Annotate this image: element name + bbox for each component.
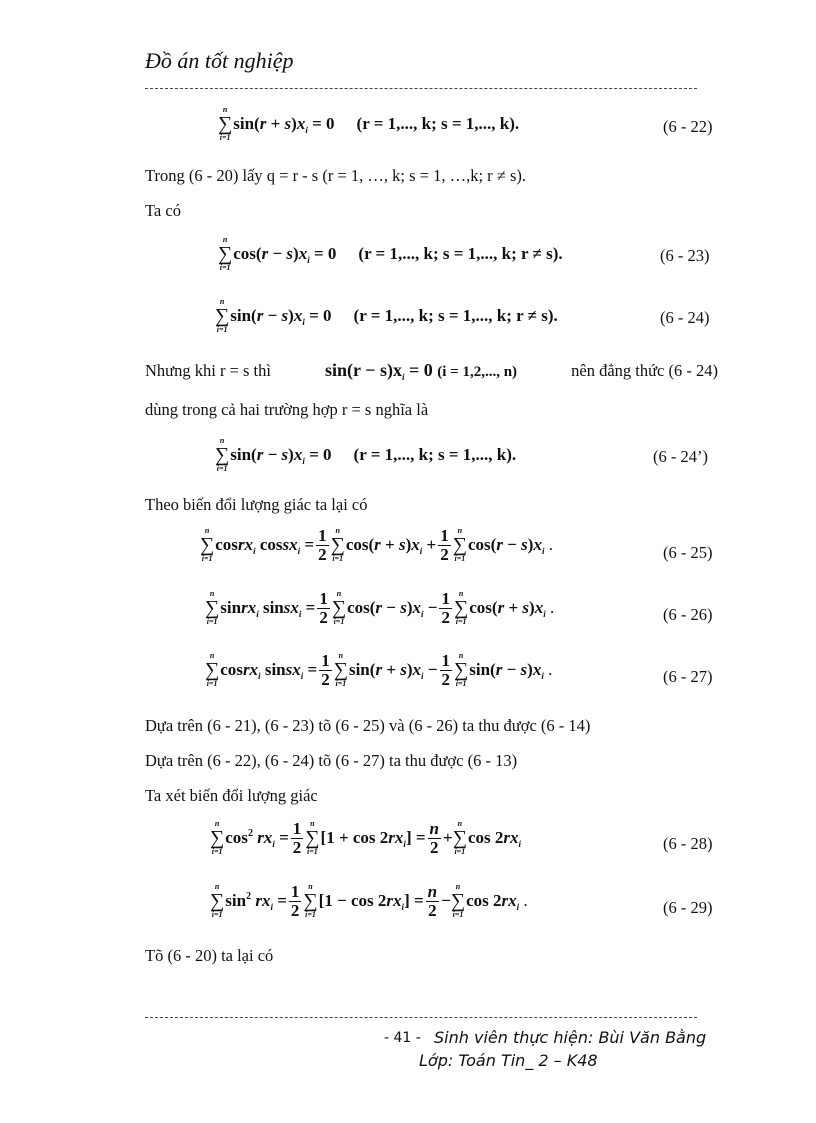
equation-6-28: n ∑ i=1 $\cos^2 rx_i$ = $\frac{1}{2}$ n ∑ i=1 $[1 + \cos 2rx_i]$ = $\frac{n}{2}$ + n ∑ i=1 $\cos 2rx_i$ — [210, 819, 522, 857]
equation-number-6-23: (6 - 23) — [660, 246, 710, 265]
sum-symbol: n ∑ i=1 — [218, 105, 233, 142]
paragraph-text: nên đẳng thức (6 - 24) — [571, 361, 718, 380]
equation-number-6-28: (6 - 28) — [663, 834, 713, 853]
paragraph-text: Trong (6 - 20) lấy q = r - s (r = 1, …, k; s = 1, …,k; r ≠ s). — [145, 166, 527, 185]
paragraph-text: Nhưng khi r = s thì — [145, 361, 271, 380]
paragraph-text: Theo biến đổi lượng giác ta lại có — [145, 495, 368, 514]
sum-symbol: n ∑ i=1 — [330, 526, 345, 564]
sum-symbol: n ∑ i=1 — [452, 819, 467, 857]
equation-6-22: n ∑ i=1 $\sin(r + s)x_i = 0$ (r = 1,..., k; s = 1,..., k) . — [218, 105, 520, 142]
equation-6-23: n ∑ i=1 $\cos(r - s)x_i = 0$ (r = 1,..., k; s = 1,..., k; r ≠ s) . — [218, 235, 563, 272]
sum-symbol: n ∑ i=1 — [303, 882, 318, 920]
equation-condition: (r = 1,..., k; s = 1,..., k) — [353, 445, 512, 464]
sum-symbol: n ∑ i=1 — [450, 882, 466, 920]
equation-6-26: n ∑ i=1 sinrx$_i$ sinsx$_i$ = $\frac{1}{2}$ n ∑ i=1 $\cos(r - s)x_i$ − $\frac{1}{2}$ n ∑ i=1 $\cos(r + s)x_i$ . — [205, 589, 555, 627]
sum-symbol: n ∑ i=1 — [333, 651, 348, 689]
sum-symbol: n ∑ i=1 — [218, 235, 233, 272]
paragraph-text: Ta có — [145, 201, 181, 220]
equation-condition: (r = 1,..., k; s = 1,..., k) — [356, 114, 515, 133]
footer-divider — [145, 1017, 697, 1018]
equation-number-6-24: (6 - 24) — [660, 308, 710, 327]
equation-6-24: n ∑ i=1 $\sin(r - s)x_i = 0$ (r = 1,..., k; s = 1,..., k; r ≠ s) . — [215, 297, 558, 334]
sum-symbol: n ∑ i=1 — [200, 526, 215, 564]
page-header-title: Đồ án tốt nghiệp — [145, 48, 294, 73]
equation-number-6-24-prime: (6 - 24’) — [653, 447, 708, 466]
paragraph-text: dùng trong cả hai trường hợp r = s nghĩa là — [145, 400, 429, 419]
equation-6-24-prime: n ∑ i=1 $\sin(r - s)x_i = 0$ (r = 1,..., k; s = 1,..., k) . — [215, 436, 517, 473]
sum-symbol: n ∑ i=1 — [205, 651, 220, 689]
equation-number-6-22: (6 - 22) — [663, 117, 713, 136]
paragraph-text: Tõ (6 - 20) ta lại có — [145, 946, 274, 965]
equation-condition: (r = 1,..., k; s = 1,..., k; r ≠ s) — [358, 244, 559, 263]
sum-symbol: n ∑ i=1 — [453, 589, 469, 627]
equation-6-27: n ∑ i=1 cosrx$_i$ sinsx$_i$ = $\frac{1}{2}$ n ∑ i=1 $\sin(r + s)x_i$ − $\frac{1}{2}$ n ∑ i=1 $\sin(r - s)x_i$ . — [205, 651, 553, 689]
sum-symbol: n ∑ i=1 — [305, 819, 320, 857]
sum-symbol: n ∑ i=1 — [454, 651, 469, 689]
sum-symbol: n ∑ i=1 — [215, 436, 230, 473]
footer-student: Sinh viên thực hiện: Bùi Văn Bằng — [434, 1028, 707, 1047]
paragraph-text: Dựa trên (6 - 21), (6 - 23) tõ (6 - 25) và (6 - 26) ta thu được (6 - 14) — [145, 716, 591, 735]
equation-number-6-26: (6 - 26) — [663, 605, 713, 624]
inline-formula: $\sin(r - s)x_i = 0$ (i = 1,2,..., n) — [325, 360, 518, 382]
page-number: - 41 - — [384, 1030, 421, 1046]
equation-number-6-25: (6 - 25) — [663, 543, 713, 562]
header-divider — [145, 88, 697, 89]
footer-class: Lớp: Toán Tin_ 2 – K48 — [419, 1051, 598, 1070]
paragraph-inline-math — [145, 360, 718, 382]
equation-condition: (r = 1,..., k; s = 1,..., k; r ≠ s) — [353, 306, 554, 325]
sum-symbol: n ∑ i=1 — [331, 589, 347, 627]
sum-symbol: n ∑ i=1 — [215, 297, 230, 334]
equation-6-29: n ∑ i=1 $\sin^2 rx_i$ = $\frac{1}{2}$ n ∑ i=1 $[1 - \cos 2rx_i]$ = $\frac{n}{2}$ − n ∑ i=1 $\cos 2rx_i$ . — [210, 882, 528, 920]
paragraph-text: Ta xét biến đổi lượng giác — [145, 786, 318, 805]
sum-symbol: n ∑ i=1 — [205, 589, 220, 627]
equation-6-25: n ∑ i=1 cosrx$_i$ cossx$_i$ = $\frac{1}{2}$ n ∑ i=1 $\cos(r + s)x_i$ + $\frac{1}{2}$ n ∑ i=1 $\cos(r - s)x_i$ . — [200, 526, 553, 564]
equation-number-6-27: (6 - 27) — [663, 667, 713, 686]
paragraph-text: Dựa trên (6 - 22), (6 - 24) tõ (6 - 27) ta thu được (6 - 13) — [145, 751, 518, 770]
sum-symbol: n ∑ i=1 — [210, 819, 225, 857]
equation-number-6-29: (6 - 29) — [663, 898, 713, 917]
sum-symbol: n ∑ i=1 — [210, 882, 225, 920]
sum-symbol: n ∑ i=1 — [452, 526, 467, 564]
